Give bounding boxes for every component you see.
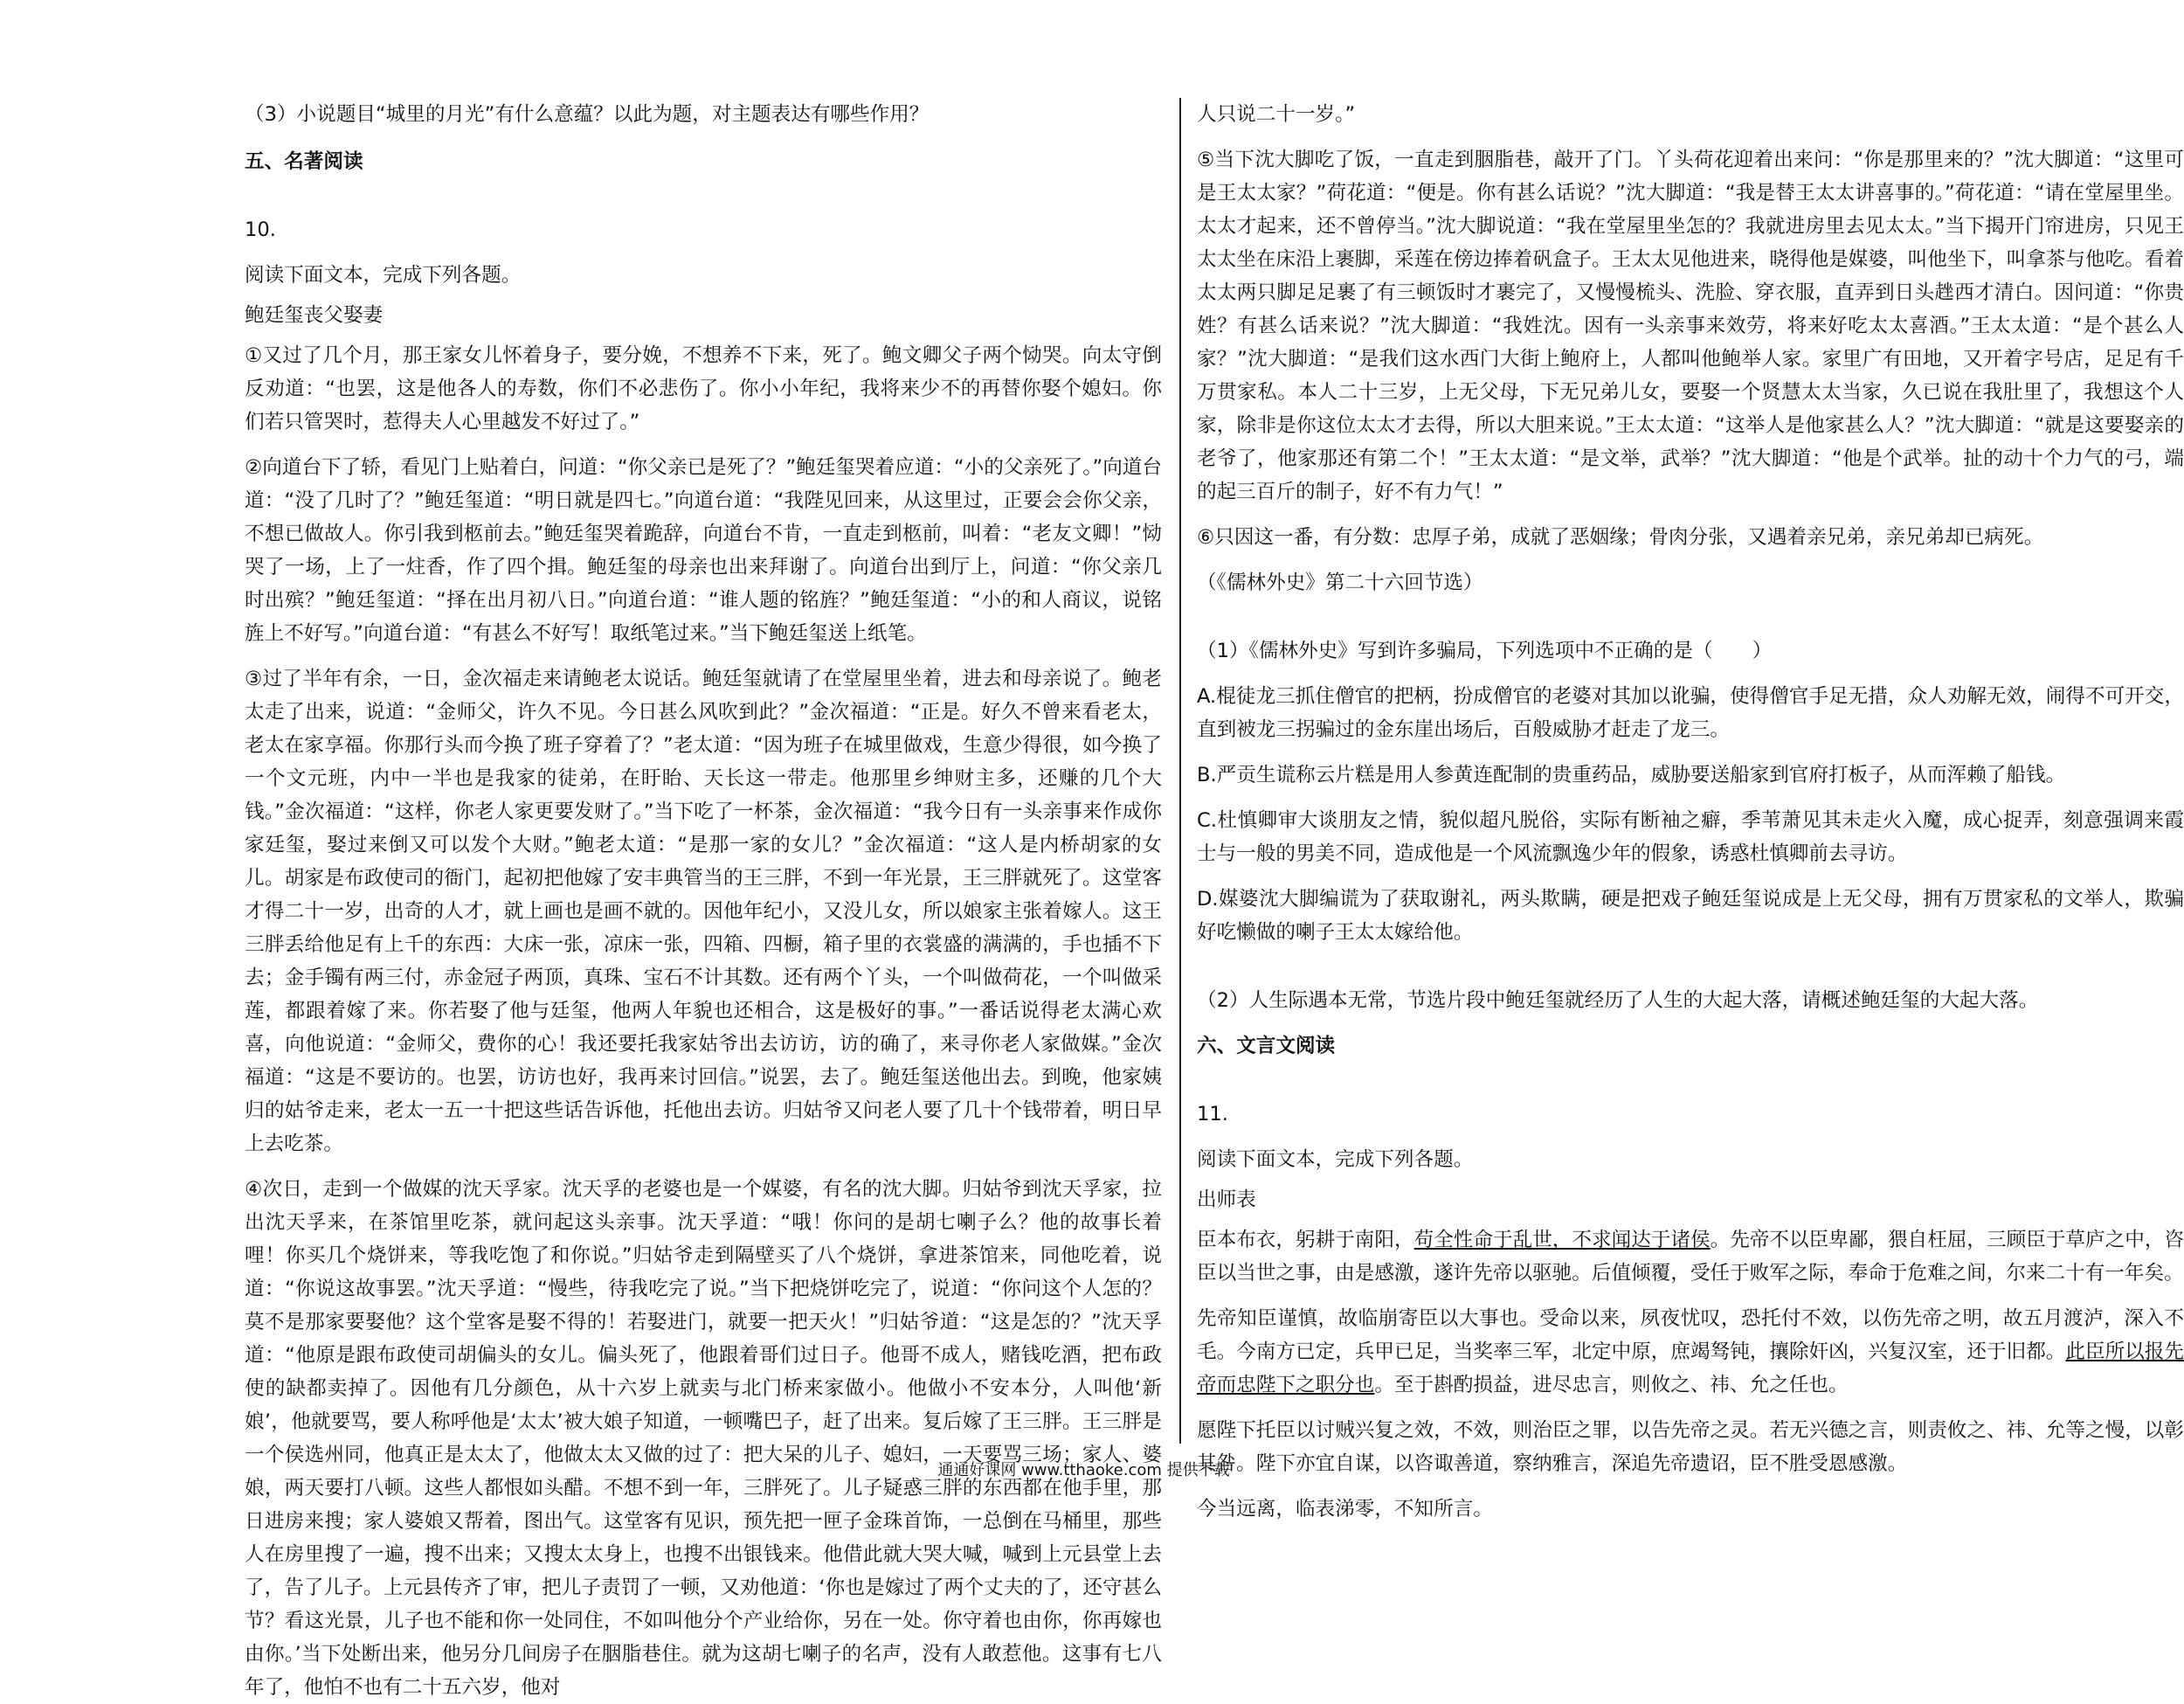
underlined-sentence-1: 苟全性命于乱世，不求闻达于诸侯 bbox=[1413, 1229, 1711, 1251]
paragraph-1: ①又过了几个月，那王家女儿怀着身子，要分娩，不想养不下来，死了。鲍文卿父子两个恸哭。向太守倒反劝道：“也罢，这是他各人的寿数，你们不必悲伤了。你小小年纪，我将来少不的再替你娶个媳妇。你们若只管哭时，惹得夫人心里越发不好过了。” bbox=[245, 344, 1162, 433]
paragraph-2: ②向道台下了轿，看见门上贴着白，问道：“你父亲已是死了？”鲍廷玺哭着应道：“小的父亲死了。”向道台道：“没了几时了？”鲍廷玺道：“明日就是四七。”向道台道：“我陛见回来，从这里过，正要会会你父亲，不想已做故人。你引我到柩前去。”鲍廷玺哭着跪辞，向道台不肯，一直走到柩前，叫着：“老友文卿！”恸哭了一场，上了一炷香，作了四个揖。鲍廷玺的母亲也出来拜谢了。向道台出到厅上，问道：“你父亲几时出殡？”鲍廷玺道：“择在出月初八日。”向道台道：“谁人题的铭旌？”鲍廷玺道：“小的和人商议，说铭旌上不好写。”向道台道：“有甚么不好写！取纸笔过来。”当下鲍廷玺送上纸笔。 bbox=[245, 456, 1162, 645]
passage-title-10: 鲍廷玺丧父娶妻 bbox=[245, 304, 384, 327]
option-c: C.杜慎卿审大谈朋友之情，貌似超凡脱俗，实际有断袖之癖，季苇萧见其未走火入魔，成心捉弄，刻意强调来霞士与一般的男美不同，造成他是一个风流飘逸少年的假象，诱惑杜慎卿前去寻访。 bbox=[1197, 809, 2184, 865]
question-3: （3）小说题目“城里的月光”有什么意蕴？以此为题，对主题表达有哪些作用？ bbox=[245, 103, 930, 126]
right-column bbox=[1197, 98, 2184, 1520]
paragraph-5: ⑤当下沈大脚吃了饭，一直走到胭脂巷，敲开了门。丫头荷花迎着出来问：“你是那里来的？”沈大脚道：“这里可是王太太家？”荷花道：“便是。你有甚么话说？”沈大脚道：“我是替王太太讲喜事的。”荷花道：“请在堂屋里坐。太太才起来，还不曾停当。”沈大脚说道：“我在堂屋里坐怎的？我就进房里去见太太。”当下揭开门帘进房，只见王太太坐在床沿上裹脚，采莲在傍边捧着矾盒子。王太太见他进来，晓得他是媒婆，叫他坐下，叫拿茶与他吃。看着太太两只脚足足裹了有三顿饭时才裹完了，又慢慢梳头、洗脸、穿衣服，直弄到日头趖西才清白。因问道：“你贵姓？有甚么话来说？”沈大脚道：“我姓沈。因有一头亲事来效劳，将来好吃太太喜酒。”王太太道：“是个甚么人家？”沈大脚道：“是我们这水西门大街上鲍府上，人都叫他鲍举人家。家里广有田地，又开着字号店，足足有千万贯家私。本人二十三岁，上无父母，下无兄弟儿女，要娶一个贤慧太太当家，久已说在我肚里了，我想这个人家，除非是你这位太太才去得，所以大胆来说。”王太太道：“这举人是他家甚么人？”沈大脚道：“就是这要娶亲的老爷了，他家那还有第二个！”王太太道：“是文举，武举？”沈大脚道：“他是个武举。扯的动十个力气的弓，端的起三百斤的制子，好不有力气！” bbox=[1197, 149, 2184, 503]
option-d: D.媒婆沈大脚编谎为了获取谢礼，两头欺瞒，硬是把戏子鲍廷玺说成是上无父母，拥有万贯家私的文举人，欺骗好吃懒做的喇子王太太嫁给他。 bbox=[1197, 888, 2184, 944]
section-heading-6: 六、文言文阅读 bbox=[1197, 1035, 1336, 1057]
section-heading-5: 五、名著阅读 bbox=[245, 150, 363, 173]
paragraph-4-continued: 人只说二十一岁。” bbox=[1197, 103, 1356, 126]
question-1: （1）《儒林外史》写到许多骗局，下列选项中不正确的是（ ） bbox=[1197, 640, 1773, 662]
option-a: A.棍徒龙三抓住僧官的把柄，扮成僧官的老婆对其加以讹骗，使得僧官手足无措，众人劝解无效，闹得不可开交，直到被龙三拐骗过的金东崖出场后，百般威胁才赶走了龙三。 bbox=[1197, 685, 2184, 741]
classical-paragraph-4: 今当远离，临表涕零，不知所言。 bbox=[1197, 1498, 1493, 1520]
instruction-10: 阅读下面文本，完成下列各题。 bbox=[245, 264, 522, 287]
classical-text: 。先帝不以臣卑鄙，猥自枉屈，三顾臣于草庐之中，咨臣以当世之事，由是感激，遂许先帝以驱驰。后值倾覆，受任于败军之际，奉命于危难之间，尔来二十有一年矣。 bbox=[1197, 1229, 2184, 1285]
question-2: （2）人生际遇本无常，节选片段中鲍廷玺就经历了人生的大起大落，请概述鲍廷玺的大起大落。 bbox=[1197, 989, 2039, 1012]
instruction-11: 阅读下面文本，完成下列各题。 bbox=[1197, 1148, 1474, 1171]
classical-text: 先帝知臣谨慎，故临崩寄臣以大事也。受命以来，夙夜忧叹，恐托付不效，以伤先帝之明，故五月渡泸，深入不毛。今南方已定，兵甲已足，当奖率三军，北定中原，庶竭驽钝，攘除奸凶，兴复汉室，还于旧都。 bbox=[1197, 1307, 2184, 1363]
page-footer: 通通好课网 www.tthaoke.com 提供下载 bbox=[937, 1461, 1230, 1479]
classical-paragraph-3: 愿陛下托臣以讨贼兴复之效，不效，则治臣之罪，以告先帝之灵。若无兴德之言，则责攸之、祎、允等之慢，以彰其咎。陛下亦宜自谋，以咨诹善道，察纳雅言，深追先帝遗诏，臣不胜受恩感激。 bbox=[1197, 1419, 2184, 1475]
column-divider bbox=[1179, 98, 1181, 1444]
passage-title-11: 出师表 bbox=[1197, 1188, 1256, 1211]
classical-text: 臣本布衣，躬耕于南阳， bbox=[1197, 1229, 1414, 1251]
classical-paragraph-1 bbox=[1197, 1223, 2184, 1290]
option-b: B.严贡生谎称云片糕是用人参黄连配制的贵重药品，威胁要送船家到官府打板子，从而浑赖了船钱。 bbox=[1197, 764, 2066, 786]
question-number-11: 11. bbox=[1197, 1103, 1228, 1126]
classical-text: 。至于斟酌损益，进尽忠言，则攸之、祎、允之任也。 bbox=[1374, 1374, 1849, 1396]
paragraph-3: ③过了半年有余，一日，金次福走来请鲍老太说话。鲍廷玺就请了在堂屋里坐着，进去和母亲说了。鲍老太走了出来，说道：“金师父，许久不见。今日甚么风吹到此？”金次福道：“正是。好久不曾来看老太，老太在家享福。你那行头而今换了班子穿着了？”老太道：“因为班子在城里做戏，生意少得很，如今换了一个文元班，内中一半也是我家的徒弟，在盱眙、天长这一带走。他那里乡绅财主多，还赚的几个大钱。”金次福道：“这样，你老人家更要发财了。”当下吃了一杯茶，金次福道：“我今日有一头亲事来作成你家廷玺，娶过来倒又可以发个大财。”鲍老太道：“是那一家的女儿？”金次福道：“这人是内桥胡家的女儿。胡家是布政使司的衙门，起初把他嫁了安丰典管当的王三胖，不到一年光景，王三胖就死了。这堂客才得二十一岁，出奇的人才，就上画也是画不就的。因他年纪小，又没儿女，所以娘家主张着嫁人。这王三胖丢给他足有上千的东西：大床一张，凉床一张，四箱、四橱，箱子里的衣裳盛的满满的，手也插不下去；金手镯有两三付，赤金冠子两顶，真珠、宝石不计其数。还有两个丫头，一个叫做荷花，一个叫做采莲，都跟着嫁了来。你若娶了他与廷玺，他两人年貌也还相合，这是极好的事。”一番话说得老太满心欢喜，向他说道：“金师父，费你的心！我还要托我家姑爷出去访访，访的确了，来寻你老人家做媒。”金次福道：“这是不要访的。也罢，访访也好，我再来讨回信。”说罢，去了。鲍廷玺送他出去。到晚，他家姨归的姑爷走来，老太一五一十把这些话告诉他，托他出去访。归姑爷又问老人要了几十个钱带着，明日早上去吃茶。 bbox=[245, 668, 1163, 1155]
source-note: （《儒林外史》第二十六回节选） bbox=[1197, 571, 1483, 594]
underlined-sentence-2: 此臣所以报先帝而忠陛下之职分也 bbox=[1197, 1340, 2184, 1396]
classical-paragraph-2 bbox=[1197, 1302, 2184, 1402]
paragraph-4: ④次日，走到一个做媒的沈天孚家。沈天孚的老婆也是一个媒婆，有名的沈大脚。归姑爷到沈天孚家，拉出沈天孚来，在茶馆里吃茶，就问起这头亲事。沈天孚道：“哦！你问的是胡七喇子么？他的故事长着哩！你买几个烧饼来，等我吃饱了和你说。”归姑爷走到隔壁买了八个烧饼，拿进茶馆来，同他吃着，说道：“你说这故事罢。”沈天孚道：“慢些，待我吃完了说。”当下把烧饼吃完了，说道：“你问这个人怎的？莫不是那家要娶他？这个堂客是娶不得的！若娶进门，就要一把天火！”归姑爷道：“这是怎的？”沈天孚道：“他原是跟布政使司胡偏头的女儿。偏头死了，他跟着哥们过日子。他哥不成人，赌钱吃酒，把布政使的缺都卖掉了。因他有几分颜色，从十六岁上就卖与北门桥来家做小。他做小不安本分，人叫他‘新娘’，他就要骂，要人称呼他是‘太太’被大娘子知道，一顿嘴巴子，赶了出来。复后嫁了王三胖。王三胖是一个侯选州同，他真正是太太了，他做太太又做的过了：把大呆的儿子、媳妇，一天要骂三场；家人、婆娘，两天要打八顿。这些人都恨如头醋。不想不到一年，三胖死了。儿子疑惑三胖的东西都在他手里，那日进房来搜；家人婆娘又帮着，图出气。这堂客有见识，预先把一匣子金珠首饰，一总倒在马桶里，那些人在房里搜了一遍，搜不出来；又搜太太身上，也搜不出银钱来。他借此就大哭大喊，喊到上元县堂上去了，告了儿子。上元县传齐了审，把儿子责罚了一顿，又劝他道：‘你也是嫁过了两个丈夫的了，还守甚么节？看这光景，儿子也不能和你一处同住，不如叫他分个产业给你，另在一处。你守着也由你，你再嫁也由你。’当下处断出来，他另分几间房子在胭脂巷住。就为这胡七喇子的名声，没有人敢惹他。这事有七八年了，他怕不也有二十五六岁，他对 bbox=[245, 1178, 1162, 1699]
paragraph-6: ⑥只因这一番，有分数：忠厚子弟，成就了恶姻缘；骨肉分张，又遇着亲兄弟，亲兄弟却已病死。 bbox=[1197, 526, 2044, 549]
question-number-10: 10. bbox=[245, 218, 276, 241]
